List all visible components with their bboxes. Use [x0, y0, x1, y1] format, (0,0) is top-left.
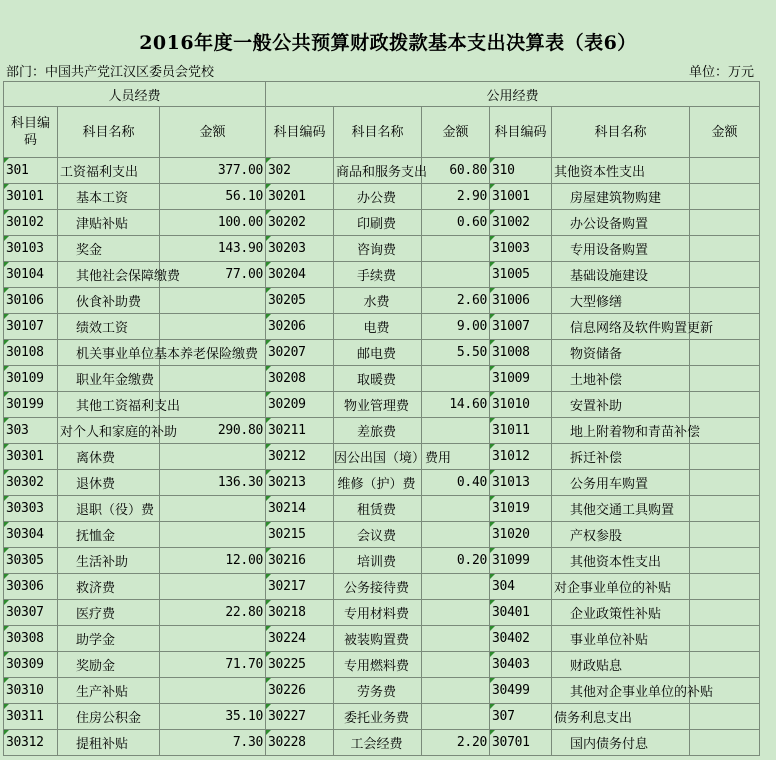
amount-cell: 0.40 [422, 470, 490, 496]
amount-cell [422, 496, 490, 522]
subject-code-cell: 30108 [4, 340, 58, 366]
table-row [4, 158, 760, 184]
subject-name-cell: 因公出国（境）费用 [334, 444, 422, 470]
amount-cell: 9.00 [422, 314, 490, 340]
amount-cell: 290.80 [160, 418, 266, 444]
department-label: 部门：中国共产党江汉区委员会党校 [6, 65, 215, 80]
amount-cell: 2.90 [422, 184, 490, 210]
table-row [4, 262, 760, 288]
table-row [4, 288, 760, 314]
subject-code-cell: 30307 [4, 600, 58, 626]
subject-name-cell: 土地补偿 [552, 366, 690, 392]
header-code: 科目编码 [4, 107, 58, 158]
amount-cell: 7.30 [160, 730, 266, 756]
subject-name-cell: 物资储备 [552, 340, 690, 366]
subject-code-cell: 30107 [4, 314, 58, 340]
subject-name-cell: 公务用车购置 [552, 470, 690, 496]
amount-cell [690, 496, 760, 522]
subject-name-cell: 助学金 [58, 626, 160, 652]
amount-cell [160, 574, 266, 600]
subject-name-cell: 印刷费 [334, 210, 422, 236]
table-row [4, 470, 760, 496]
expenditure-table [3, 81, 760, 756]
table-row [4, 496, 760, 522]
subject-code-cell: 30401 [490, 600, 552, 626]
amount-cell [160, 496, 266, 522]
subject-name-cell: 电费 [334, 314, 422, 340]
amount-cell: 12.00 [160, 548, 266, 574]
subject-name-cell: 专用设备购置 [552, 236, 690, 262]
amount-cell [160, 392, 266, 418]
subject-code-cell: 30101 [4, 184, 58, 210]
subject-code-cell: 307 [490, 704, 552, 730]
subject-name-cell: 取暖费 [334, 366, 422, 392]
amount-cell [160, 626, 266, 652]
amount-cell [690, 236, 760, 262]
amount-cell [422, 600, 490, 626]
amount-cell [160, 366, 266, 392]
table-row [4, 574, 760, 600]
subject-name-cell: 企业政策性补贴 [552, 600, 690, 626]
amount-cell [422, 626, 490, 652]
subject-code-cell: 30216 [266, 548, 334, 574]
subject-name-cell: 委托业务费 [334, 704, 422, 730]
amount-cell [690, 704, 760, 730]
subject-name-cell: 其他资本性支出 [552, 158, 690, 184]
subject-name-cell: 生产补贴 [58, 678, 160, 704]
subject-code-cell: 30207 [266, 340, 334, 366]
subject-name-cell: 手续费 [334, 262, 422, 288]
table-row [4, 704, 760, 730]
group-personnel: 人员经费 [4, 82, 266, 107]
amount-cell [422, 652, 490, 678]
subject-code-cell: 30227 [266, 704, 334, 730]
subject-code-cell: 30206 [266, 314, 334, 340]
subject-code-cell: 30204 [266, 262, 334, 288]
subject-name-cell: 退休费 [58, 470, 160, 496]
subject-code-cell: 30225 [266, 652, 334, 678]
amount-cell [690, 340, 760, 366]
amount-cell [690, 444, 760, 470]
amount-cell [422, 522, 490, 548]
table-row [4, 522, 760, 548]
subject-code-cell: 31012 [490, 444, 552, 470]
subject-code-cell: 31006 [490, 288, 552, 314]
subject-name-cell: 物业管理费 [334, 392, 422, 418]
subject-name-cell: 邮电费 [334, 340, 422, 366]
subject-code-cell: 30205 [266, 288, 334, 314]
amount-cell [690, 730, 760, 756]
subject-code-cell: 30202 [266, 210, 334, 236]
subject-name-cell: 救济费 [58, 574, 160, 600]
subject-name-cell: 公务接待费 [334, 574, 422, 600]
subject-code-cell: 30228 [266, 730, 334, 756]
subject-code-cell: 31011 [490, 418, 552, 444]
subject-name-cell: 离休费 [58, 444, 160, 470]
subject-code-cell: 30211 [266, 418, 334, 444]
subject-code-cell: 30403 [490, 652, 552, 678]
subject-name-cell: 财政贴息 [552, 652, 690, 678]
subject-name-cell: 专用燃料费 [334, 652, 422, 678]
subject-name-cell: 工资福利支出 [58, 158, 160, 184]
amount-cell: 22.80 [160, 600, 266, 626]
amount-cell [422, 704, 490, 730]
subject-code-cell: 31013 [490, 470, 552, 496]
amount-cell [690, 548, 760, 574]
subject-code-cell: 31005 [490, 262, 552, 288]
subject-code-cell: 30701 [490, 730, 552, 756]
column-header-row [4, 107, 760, 158]
subject-code-cell: 31099 [490, 548, 552, 574]
table-row [4, 236, 760, 262]
subject-code-cell: 304 [490, 574, 552, 600]
table-row [4, 652, 760, 678]
subject-name-cell: 办公费 [334, 184, 422, 210]
table-row [4, 600, 760, 626]
subject-name-cell: 劳务费 [334, 678, 422, 704]
amount-cell: 2.60 [422, 288, 490, 314]
subject-name-cell: 职业年金缴费 [58, 366, 160, 392]
subject-code-cell: 31009 [490, 366, 552, 392]
amount-cell: 136.30 [160, 470, 266, 496]
subject-name-cell: 基本工资 [58, 184, 160, 210]
subject-code-cell: 30203 [266, 236, 334, 262]
amount-cell: 35.10 [160, 704, 266, 730]
amount-cell [690, 158, 760, 184]
subject-name-cell: 房屋建筑物购建 [552, 184, 690, 210]
subject-code-cell: 30309 [4, 652, 58, 678]
subject-code-cell: 30217 [266, 574, 334, 600]
subject-code-cell: 30311 [4, 704, 58, 730]
table-row [4, 548, 760, 574]
header-name: 科目名称 [552, 107, 690, 158]
subject-code-cell: 31007 [490, 314, 552, 340]
table-row [4, 626, 760, 652]
amount-cell: 0.20 [422, 548, 490, 574]
amount-cell [690, 210, 760, 236]
amount-cell [690, 366, 760, 392]
subject-code-cell: 30106 [4, 288, 58, 314]
subject-name-cell: 安置补助 [552, 392, 690, 418]
table-row [4, 444, 760, 470]
subject-name-cell: 被装购置费 [334, 626, 422, 652]
amount-cell: 100.00 [160, 210, 266, 236]
subject-code-cell: 30304 [4, 522, 58, 548]
subject-code-cell: 301 [4, 158, 58, 184]
amount-cell: 377.00 [160, 158, 266, 184]
subject-code-cell: 30310 [4, 678, 58, 704]
subject-name-cell: 提租补贴 [58, 730, 160, 756]
subject-name-cell: 对个人和家庭的补助 [58, 418, 160, 444]
amount-cell: 56.10 [160, 184, 266, 210]
subject-code-cell: 30402 [490, 626, 552, 652]
subject-code-cell: 30499 [490, 678, 552, 704]
subject-name-cell: 退职（役）费 [58, 496, 160, 522]
subject-name-cell: 奖励金 [58, 652, 160, 678]
subject-name-cell: 大型修缮 [552, 288, 690, 314]
amount-cell [690, 574, 760, 600]
subject-code-cell: 30199 [4, 392, 58, 418]
amount-cell [422, 574, 490, 600]
subject-name-cell: 办公设备购置 [552, 210, 690, 236]
subject-name-cell: 抚恤金 [58, 522, 160, 548]
amount-cell: 14.60 [422, 392, 490, 418]
subject-code-cell: 31020 [490, 522, 552, 548]
subject-code-cell: 30308 [4, 626, 58, 652]
subject-code-cell: 302 [266, 158, 334, 184]
subject-code-cell: 30212 [266, 444, 334, 470]
subject-code-cell: 30303 [4, 496, 58, 522]
table-body [4, 158, 760, 756]
subject-name-cell: 奖金 [58, 236, 160, 262]
subject-code-cell: 303 [4, 418, 58, 444]
amount-cell [422, 366, 490, 392]
subject-code-cell: 30305 [4, 548, 58, 574]
header-code: 科目编码 [490, 107, 552, 158]
amount-cell: 143.90 [160, 236, 266, 262]
subject-name-cell: 商品和服务支出 [334, 158, 422, 184]
amount-cell [160, 522, 266, 548]
amount-cell: 77.00 [160, 262, 266, 288]
amount-cell [160, 678, 266, 704]
subject-name-cell: 医疗费 [58, 600, 160, 626]
amount-cell [422, 262, 490, 288]
amount-cell [160, 340, 266, 366]
header-name: 科目名称 [334, 107, 422, 158]
subject-code-cell: 30109 [4, 366, 58, 392]
amount-cell [690, 600, 760, 626]
amount-cell: 2.20 [422, 730, 490, 756]
subject-name-cell: 咨询费 [334, 236, 422, 262]
subject-name-cell: 工会经费 [334, 730, 422, 756]
amount-cell [690, 314, 760, 340]
subject-code-cell: 31001 [490, 184, 552, 210]
subject-code-cell: 30213 [266, 470, 334, 496]
header-amount: 金额 [422, 107, 490, 158]
table-row [4, 314, 760, 340]
subject-code-cell: 30214 [266, 496, 334, 522]
subject-name-cell: 津贴补贴 [58, 210, 160, 236]
subject-code-cell: 30224 [266, 626, 334, 652]
subject-code-cell: 31003 [490, 236, 552, 262]
group-header-row [4, 82, 760, 107]
subject-code-cell: 30215 [266, 522, 334, 548]
subject-code-cell: 31010 [490, 392, 552, 418]
subject-code-cell: 30312 [4, 730, 58, 756]
table-row [4, 418, 760, 444]
subject-name-cell: 基础设施建设 [552, 262, 690, 288]
amount-cell [690, 392, 760, 418]
subject-code-cell: 30209 [266, 392, 334, 418]
amount-cell [690, 652, 760, 678]
amount-cell [690, 262, 760, 288]
amount-cell [160, 288, 266, 314]
subject-name-cell: 产权参股 [552, 522, 690, 548]
subject-code-cell: 30306 [4, 574, 58, 600]
subject-code-cell: 31002 [490, 210, 552, 236]
amount-cell [690, 626, 760, 652]
amount-cell: 60.80 [422, 158, 490, 184]
subject-name-cell: 其他工资福利支出 [58, 392, 160, 418]
subject-code-cell: 30103 [4, 236, 58, 262]
subject-name-cell: 其他资本性支出 [552, 548, 690, 574]
subject-name-cell: 债务利息支出 [552, 704, 690, 730]
table-row [4, 392, 760, 418]
subject-name-cell: 水费 [334, 288, 422, 314]
header-amount: 金额 [160, 107, 266, 158]
report-title: 2016年度一般公共预算财政拨款基本支出决算表（表6） [139, 32, 637, 54]
subject-code-cell: 30102 [4, 210, 58, 236]
subject-name-cell: 国内债务付息 [552, 730, 690, 756]
amount-cell: 5.50 [422, 340, 490, 366]
amount-cell: 71.70 [160, 652, 266, 678]
amount-cell [422, 678, 490, 704]
table-row [4, 366, 760, 392]
subject-name-cell: 对企事业单位的补贴 [552, 574, 690, 600]
amount-cell: 0.60 [422, 210, 490, 236]
subject-name-cell: 事业单位补贴 [552, 626, 690, 652]
amount-cell [160, 444, 266, 470]
subject-code-cell: 30201 [266, 184, 334, 210]
amount-cell [422, 418, 490, 444]
group-public: 公用经费 [266, 82, 760, 107]
table-row [4, 210, 760, 236]
header-amount: 金额 [690, 107, 760, 158]
subject-name-cell: 维修（护）费 [334, 470, 422, 496]
subject-code-cell: 31019 [490, 496, 552, 522]
subject-name-cell: 其他对企事业单位的补贴 [552, 678, 690, 704]
amount-cell [690, 418, 760, 444]
subject-code-cell: 30226 [266, 678, 334, 704]
subject-code-cell: 30301 [4, 444, 58, 470]
subject-name-cell: 信息网络及软件购置更新 [552, 314, 690, 340]
subject-name-cell: 绩效工资 [58, 314, 160, 340]
table-row [4, 678, 760, 704]
subject-code-cell: 310 [490, 158, 552, 184]
subject-name-cell: 租赁费 [334, 496, 422, 522]
subject-name-cell: 其他交通工具购置 [552, 496, 690, 522]
subject-code-cell: 30218 [266, 600, 334, 626]
subject-name-cell: 生活补助 [58, 548, 160, 574]
subject-name-cell: 拆迁补偿 [552, 444, 690, 470]
amount-cell [690, 678, 760, 704]
subject-code-cell: 30208 [266, 366, 334, 392]
header-name: 科目名称 [58, 107, 160, 158]
amount-cell [690, 184, 760, 210]
amount-cell [422, 444, 490, 470]
subject-name-cell: 机关事业单位基本养老保险缴费 [58, 340, 160, 366]
header-code: 科目编码 [266, 107, 334, 158]
table-row [4, 730, 760, 756]
subject-name-cell: 专用材料费 [334, 600, 422, 626]
subject-code-cell: 31008 [490, 340, 552, 366]
unit-label: 单位：万元 [688, 65, 754, 80]
table-row [4, 184, 760, 210]
subject-name-cell: 住房公积金 [58, 704, 160, 730]
subject-code-cell: 30302 [4, 470, 58, 496]
amount-cell [422, 236, 490, 262]
subject-name-cell: 伙食补助费 [58, 288, 160, 314]
subject-name-cell: 会议费 [334, 522, 422, 548]
amount-cell [160, 314, 266, 340]
subject-name-cell: 培训费 [334, 548, 422, 574]
subject-name-cell: 其他社会保障缴费 [58, 262, 160, 288]
subject-name-cell: 地上附着物和青苗补偿 [552, 418, 690, 444]
amount-cell [690, 522, 760, 548]
amount-cell [690, 470, 760, 496]
subject-code-cell: 30104 [4, 262, 58, 288]
table-row [4, 340, 760, 366]
subject-name-cell: 差旅费 [334, 418, 422, 444]
amount-cell [690, 288, 760, 314]
